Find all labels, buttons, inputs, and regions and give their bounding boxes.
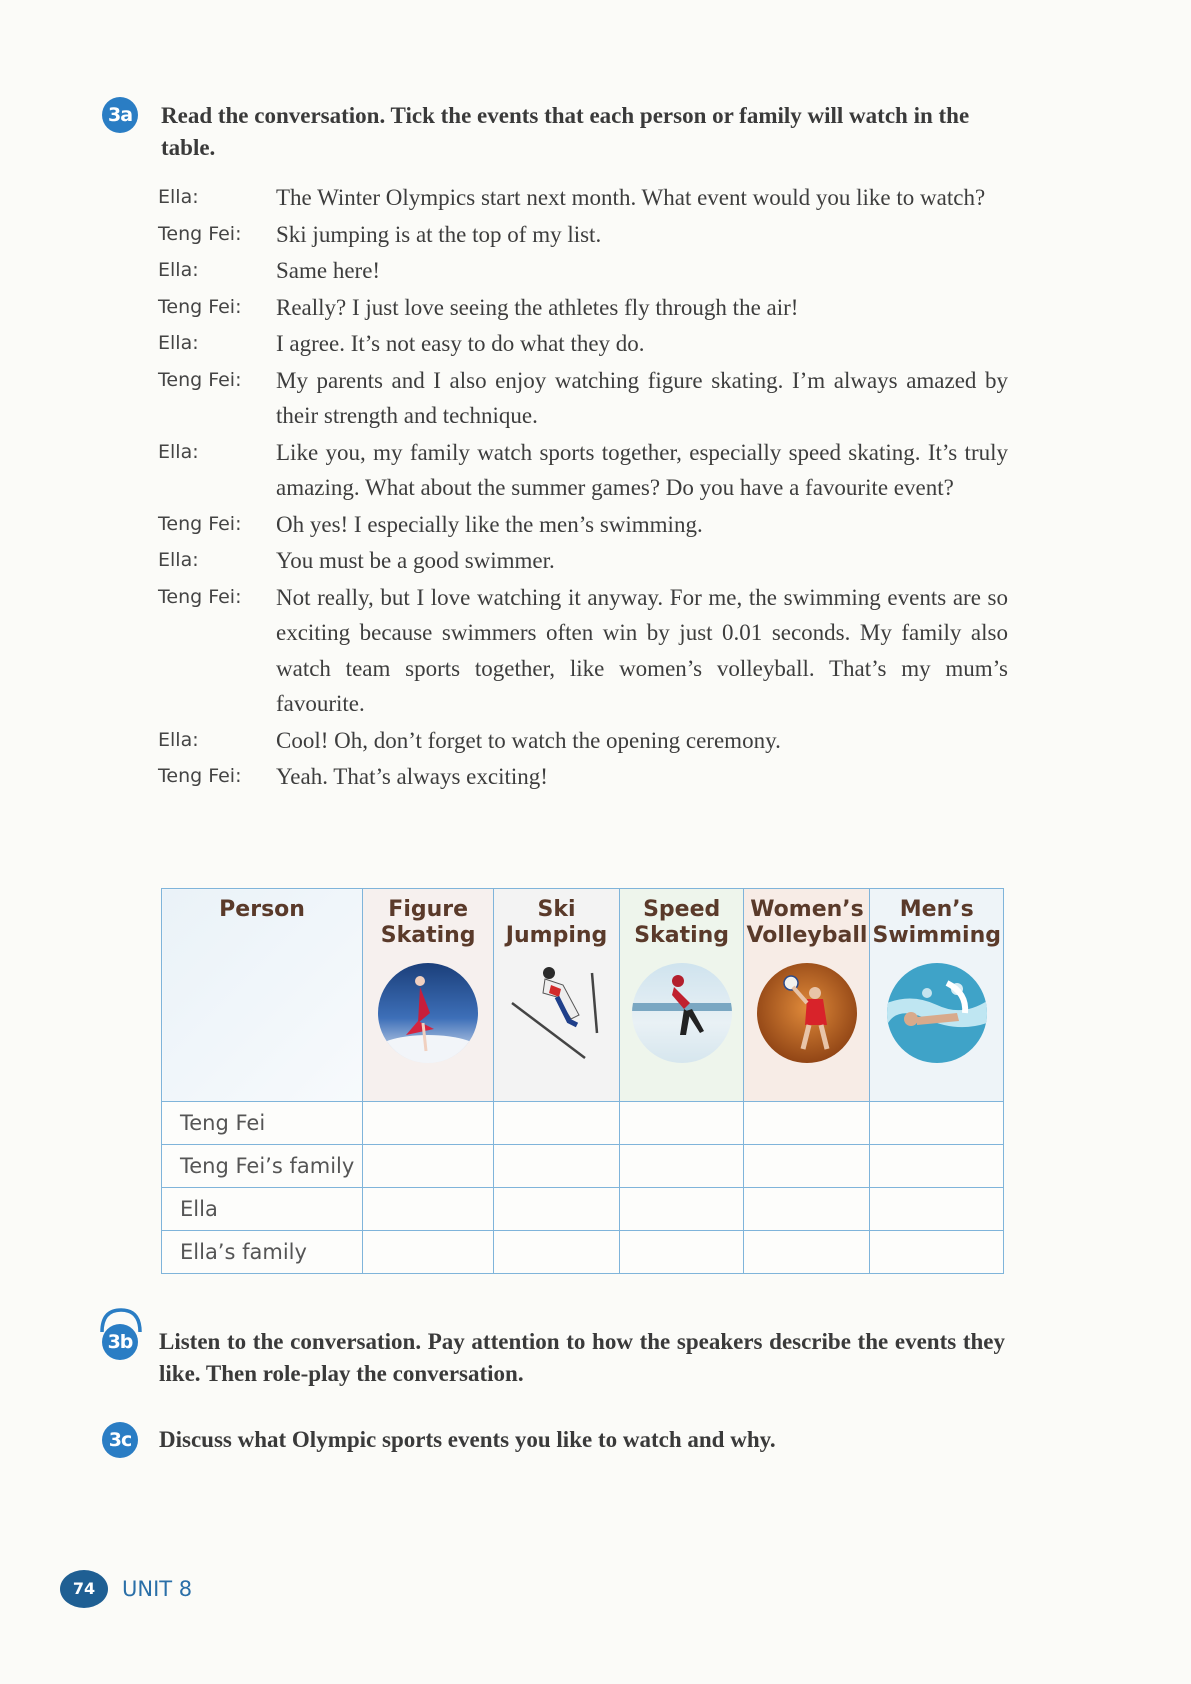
tick-cell[interactable] bbox=[744, 1102, 870, 1145]
conversation-turn bbox=[158, 363, 1008, 434]
column-figure-skating bbox=[363, 889, 494, 1102]
exercise-3c-instruction: Discuss what Olympic sports events you like to watch and why. bbox=[159, 1427, 776, 1452]
person-column-header: Person bbox=[162, 889, 363, 1102]
column-label-line2: Jumping bbox=[505, 923, 608, 948]
speaker-name: Ella: bbox=[158, 440, 199, 463]
column-womens-volleyball bbox=[744, 889, 870, 1102]
dialogue-line: My parents and I also enjoy watching figure skating. I’m always amazed by their strength and technique. bbox=[276, 367, 1008, 428]
tick-cell[interactable] bbox=[363, 1145, 494, 1188]
figure-skating-photo bbox=[378, 963, 478, 1063]
dialogue-line: Ski jumping is at the top of my list. bbox=[276, 221, 602, 247]
conversation-turn bbox=[158, 759, 1008, 795]
ski-jumping-photo bbox=[507, 963, 607, 1063]
column-label-line1: Speed bbox=[643, 897, 721, 922]
tick-cell[interactable] bbox=[870, 1188, 1004, 1231]
unit-label: UNIT 8 bbox=[122, 1577, 193, 1601]
exercise-3b-instruction: Listen to the conversation. Pay attention to how the speakers describe the events they like. Then role-play the conversation. bbox=[159, 1329, 1005, 1386]
dialogue-line: Like you, my family watch sports together, especially speed skating. It’s truly amazing. What about the summer games? Do you have a favourite event? bbox=[276, 439, 1008, 500]
speaker-name: Ella: bbox=[158, 186, 199, 208]
speaker-name: Teng Fei: bbox=[158, 585, 242, 608]
person-cell: Teng Fei’s family bbox=[162, 1145, 363, 1188]
tick-cell[interactable] bbox=[619, 1145, 744, 1188]
table-row bbox=[162, 1188, 1004, 1231]
exercise-badge-3a: 3a bbox=[102, 97, 138, 133]
person-cell: Teng Fei bbox=[162, 1102, 363, 1145]
speaker-name: Ella: bbox=[158, 259, 199, 281]
column-label-line2: Skating bbox=[634, 923, 730, 948]
dialogue-line: I agree. It’s not easy to do what they do. bbox=[276, 331, 645, 356]
conversation-turn bbox=[158, 543, 1008, 579]
table-row bbox=[162, 1231, 1004, 1274]
exercise-badge-3c: 3c bbox=[102, 1422, 138, 1458]
dialogue-line: You must be a good swimmer. bbox=[276, 548, 555, 573]
page-number: 74 bbox=[60, 1570, 108, 1608]
dialogue-line: Same here! bbox=[276, 258, 381, 283]
conversation-turn bbox=[158, 180, 1008, 216]
tick-cell[interactable] bbox=[363, 1231, 494, 1274]
speaker-name: Teng Fei: bbox=[158, 512, 242, 535]
column-label-line1: Ski bbox=[537, 897, 576, 922]
speaker-name: Teng Fei: bbox=[158, 295, 242, 318]
speaker-name: Teng Fei: bbox=[158, 765, 242, 787]
tick-cell[interactable] bbox=[619, 1231, 744, 1274]
speaker-name: Ella: bbox=[158, 332, 199, 354]
tick-cell[interactable] bbox=[870, 1102, 1004, 1145]
table-row bbox=[162, 1145, 1004, 1188]
tick-cell[interactable] bbox=[744, 1145, 870, 1188]
events-table bbox=[161, 888, 1004, 1274]
speaker-name: Ella: bbox=[158, 549, 199, 571]
tick-cell[interactable] bbox=[363, 1102, 494, 1145]
dialogue-line: Cool! Oh, don’t forget to watch the opening ceremony. bbox=[276, 727, 781, 753]
column-speed-skating bbox=[619, 889, 744, 1102]
column-label-line2: Swimming bbox=[872, 923, 1001, 948]
dialogue-line: Not really, but I love watching it anyway. For me, the swimming events are so exciting because swimmers often win by just 0.01 seconds. My family also watch team sports together, like women’s volleyball. That’s my mum’s favourite. bbox=[276, 584, 1008, 716]
person-cell: Ella’s family bbox=[162, 1231, 363, 1274]
tick-cell[interactable] bbox=[619, 1102, 744, 1145]
speaker-name: Teng Fei: bbox=[158, 368, 242, 391]
column-label-line2: Skating bbox=[380, 923, 476, 948]
womens-volleyball-photo bbox=[757, 963, 857, 1063]
conversation bbox=[158, 180, 1008, 796]
tick-cell[interactable] bbox=[870, 1145, 1004, 1188]
speed-skating-photo bbox=[632, 963, 732, 1063]
conversation-turn bbox=[158, 723, 1008, 759]
tick-cell[interactable] bbox=[494, 1231, 620, 1274]
conversation-turn bbox=[158, 290, 1008, 326]
column-label-line2: Volleyball bbox=[746, 923, 868, 948]
exercise-3a-instruction: Read the conversation. Tick the events that each person or family will watch in the table. bbox=[161, 103, 970, 160]
dialogue-line: Yeah. That’s always exciting! bbox=[276, 764, 548, 789]
tick-cell[interactable] bbox=[494, 1188, 620, 1231]
tick-cell[interactable] bbox=[494, 1145, 620, 1188]
tick-cell[interactable] bbox=[744, 1188, 870, 1231]
speaker-name: Teng Fei: bbox=[158, 222, 242, 245]
tick-cell[interactable] bbox=[494, 1102, 620, 1145]
conversation-turn bbox=[158, 326, 1008, 362]
column-label-line1: Figure bbox=[388, 897, 469, 922]
dialogue-line: Really? I just love seeing the athletes fly through the air! bbox=[276, 294, 799, 320]
conversation-turn bbox=[158, 435, 1008, 506]
tick-cell[interactable] bbox=[744, 1231, 870, 1274]
tick-cell[interactable] bbox=[619, 1188, 744, 1231]
dialogue-line: Oh yes! I especially like the men’s swimming. bbox=[276, 511, 703, 537]
conversation-turn bbox=[158, 253, 1008, 289]
tick-cell[interactable] bbox=[363, 1188, 494, 1231]
column-label-line1: Women’s bbox=[750, 897, 864, 922]
table-header-row bbox=[162, 889, 1004, 1102]
column-label-line1: Men’s bbox=[899, 897, 974, 922]
conversation-turn bbox=[158, 580, 1008, 722]
column-mens-swimming bbox=[870, 889, 1004, 1102]
speaker-name: Ella: bbox=[158, 728, 199, 751]
person-cell: Ella bbox=[162, 1188, 363, 1231]
conversation-turn bbox=[158, 507, 1008, 543]
conversation-turn bbox=[158, 217, 1008, 253]
dialogue-line: The Winter Olympics start next month. What event would you like to watch? bbox=[276, 185, 986, 210]
table-row bbox=[162, 1102, 1004, 1145]
column-ski-jumping bbox=[494, 889, 620, 1102]
exercise-badge-3b: 3b bbox=[102, 1324, 138, 1360]
mens-swimming-photo bbox=[887, 963, 987, 1063]
tick-cell[interactable] bbox=[870, 1231, 1004, 1274]
